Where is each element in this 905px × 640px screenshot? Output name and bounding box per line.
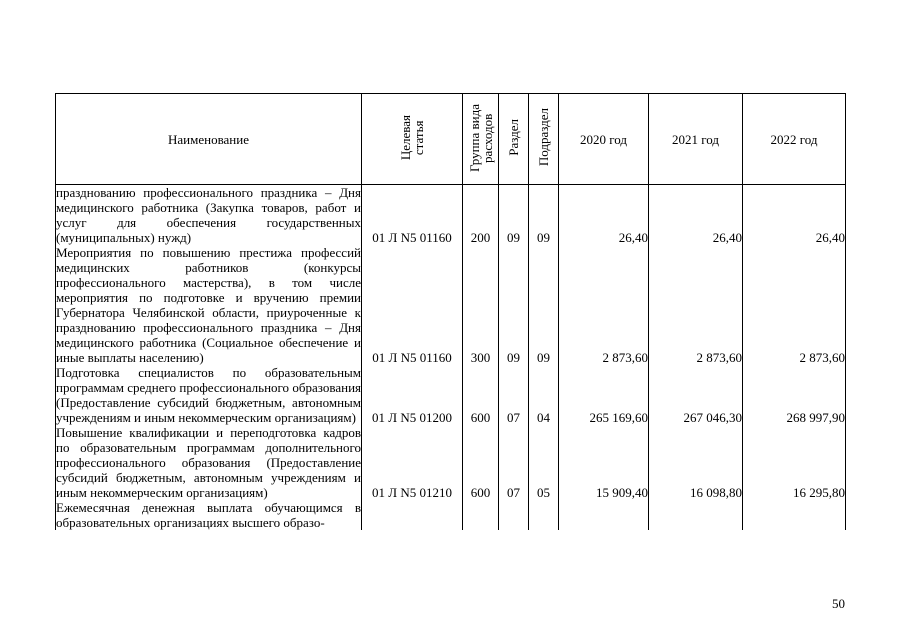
row-2022: 268 997,90: [743, 365, 846, 425]
row-2022: 16 295,80: [743, 425, 846, 500]
row-2021: 16 098,80: [649, 425, 743, 500]
row-expense-group: [463, 500, 499, 530]
row-expense-group: 300: [463, 245, 499, 365]
row-2022: [743, 500, 846, 530]
row-section: 07: [499, 365, 529, 425]
row-subsection: 09: [529, 245, 559, 365]
row-expense-group: 200: [463, 185, 499, 246]
row-name: празднованию профессионального праздника – Дня медицинского работника (Закупка товаров, работ и услуг для обеспечения государственных (муниципальных) нужд): [56, 185, 361, 245]
row-2022: 26,40: [743, 185, 846, 246]
row-section: [499, 500, 529, 530]
row-section: 09: [499, 185, 529, 246]
table-row: [56, 500, 846, 530]
row-subsection: 05: [529, 425, 559, 500]
row-2020: 2 873,60: [559, 245, 649, 365]
row-section: 09: [499, 245, 529, 365]
row-expense-group: 600: [463, 425, 499, 500]
table-row: [56, 425, 846, 500]
row-target-article: [362, 500, 463, 530]
row-2021: 267 046,30: [649, 365, 743, 425]
header-expense-group: Группа вида расходов: [463, 94, 499, 185]
row-subsection: [529, 500, 559, 530]
row-name: Мероприятия по повышению престижа профессий медицинских работников (конкурсы профессионального мастерства), в том числе мероприятия по подготовке и вручению премии Губернатора Челябинской области, приуроченные к празднованию профессионального праздника – Дня медицинского работника (Социальное обеспечение и иные выплаты населению): [56, 245, 361, 365]
row-target-article: 01 Л N5 01200: [362, 365, 463, 425]
header-2020: 2020 год: [559, 94, 649, 185]
header-section: Раздел: [499, 94, 529, 185]
row-2021: 26,40: [649, 185, 743, 246]
table-row: [56, 245, 846, 365]
budget-table: [55, 93, 846, 530]
header-2022: 2022 год: [743, 94, 846, 185]
row-name: Подготовка специалистов по образовательным программам среднего профессионального образования (Предоставление субсидий бюджетным, автономным учреждениям и иным некоммерческим организациям): [56, 365, 361, 425]
row-2020: 265 169,60: [559, 365, 649, 425]
table-row: [56, 185, 846, 246]
table-header-row: [56, 94, 846, 185]
row-target-article: 01 Л N5 01210: [362, 425, 463, 500]
row-2022: 2 873,60: [743, 245, 846, 365]
row-2020: 15 909,40: [559, 425, 649, 500]
row-section: 07: [499, 425, 529, 500]
row-expense-group: 600: [463, 365, 499, 425]
row-2021: 2 873,60: [649, 245, 743, 365]
row-target-article: 01 Л N5 01160: [362, 185, 463, 246]
page-number: 50: [832, 596, 845, 611]
table-row: [56, 365, 846, 425]
row-target-article: 01 Л N5 01160: [362, 245, 463, 365]
row-name: Ежемесячная денежная выплата обучающимся в образовательных организациях высшего образо-: [56, 500, 361, 530]
header-target-article: Целевая статья: [362, 94, 463, 185]
header-2021: 2021 год: [649, 94, 743, 185]
row-2020: 26,40: [559, 185, 649, 246]
row-2021: [649, 500, 743, 530]
header-subsection: Подраздел: [529, 94, 559, 185]
header-name: Наименование: [56, 94, 362, 185]
row-subsection: 04: [529, 365, 559, 425]
row-2020: [559, 500, 649, 530]
row-name: Повышение квалификации и переподготовка кадров по образовательным программам дополнительного профессионального образования (Предоставление субсидий бюджетным, автономным учреждениям и иным некоммерческим организациям): [56, 425, 361, 500]
row-subsection: 09: [529, 185, 559, 246]
